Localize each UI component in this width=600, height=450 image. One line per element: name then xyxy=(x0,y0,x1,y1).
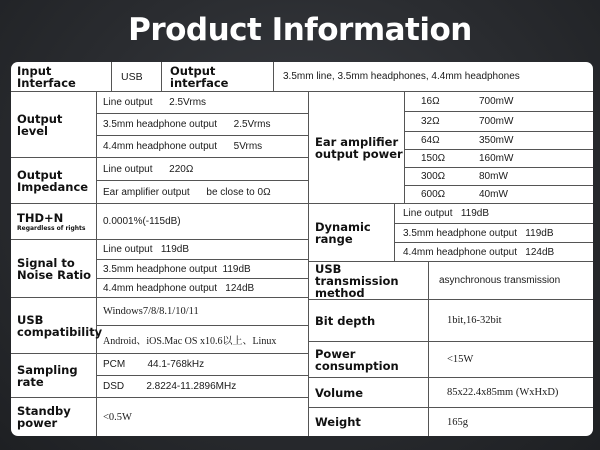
power-row xyxy=(405,112,593,132)
snr-label: Signal to Noise Ratio xyxy=(11,240,97,298)
sampling-rate-pcm: PCM 44.1-768kHz xyxy=(97,354,309,376)
ear-amp-power-label: Ear amplifier output power xyxy=(309,92,405,204)
usb-transmission-label: USB transmission method xyxy=(309,262,429,300)
output-level-44mm: 4.4mm headphone output 5Vrms xyxy=(97,136,309,158)
dynamic-range-label: Dynamic range xyxy=(309,204,395,262)
power-row xyxy=(405,132,593,150)
dynamic-range-line: Line output 119dB xyxy=(395,204,593,224)
spec-table xyxy=(11,62,593,436)
input-interface-label: Input Interface xyxy=(11,62,112,92)
power-ohm: 32Ω xyxy=(421,116,440,127)
volume-label: Volume xyxy=(309,378,429,408)
bit-depth-value: 1bit,16-32bit xyxy=(429,300,593,342)
power-mw: 80mW xyxy=(479,171,508,182)
standby-power-label: Standby power xyxy=(11,398,97,436)
thd-label: THD+N xyxy=(17,210,64,225)
power-ohm: 300Ω xyxy=(421,171,446,182)
snr-35mm: 3.5mm headphone output 119dB xyxy=(97,260,309,279)
standby-power-value: <0.5W xyxy=(97,398,309,436)
output-level-line: Line output 2.5Vrms xyxy=(97,92,309,114)
power-ohm: 64Ω xyxy=(421,135,440,146)
usb-transmission-value: asynchronous transmission xyxy=(429,262,593,300)
dynamic-range-44mm: 4.4mm headphone output 124dB xyxy=(395,243,593,262)
page-title: Product Information xyxy=(128,12,472,48)
output-level-label: Output level xyxy=(11,92,97,158)
thd-sublabel: Regardless of rights xyxy=(17,224,86,232)
power-row xyxy=(405,186,593,204)
power-mw: 160mW xyxy=(479,153,514,164)
output-impedance-label: Output Impedance xyxy=(11,158,97,204)
sampling-rate-dsd: DSD 2.8224-11.2896MHz xyxy=(97,376,309,398)
power-ohm: 16Ω xyxy=(421,96,440,107)
snr-line: Line output 119dB xyxy=(97,240,309,260)
power-row xyxy=(405,168,593,186)
power-ohm: 600Ω xyxy=(421,189,446,200)
power-mw: 350mW xyxy=(479,135,514,146)
volume-value: 85x22.4x85mm (WxHxD) xyxy=(429,378,593,408)
impedance-ear-amp: Ear amplifier output be close to 0Ω xyxy=(97,181,309,204)
power-mw: 40mW xyxy=(479,189,508,200)
usb-compat-windows: Windows7/8/8.1/10/11 xyxy=(97,298,309,326)
output-interface-value: 3.5mm line, 3.5mm headphones, 4.4mm headphones xyxy=(274,62,593,92)
power-mw: 700mW xyxy=(479,96,514,107)
power-mw: 700mW xyxy=(479,116,514,127)
thd-value: 0.0001%(-115dB) xyxy=(97,204,309,240)
weight-label: Weight xyxy=(309,408,429,436)
power-consumption-value: <15W xyxy=(429,342,593,378)
sampling-rate-label: Sampling rate xyxy=(11,354,97,398)
snr-44mm: 4.4mm headphone output 124dB xyxy=(97,279,309,298)
dynamic-range-35mm: 3.5mm headphone output 119dB xyxy=(395,224,593,243)
power-row xyxy=(405,92,593,112)
power-row xyxy=(405,150,593,168)
bit-depth-label: Bit depth xyxy=(309,300,429,342)
output-interface-label: Output interface xyxy=(162,62,274,92)
weight-value: 165g xyxy=(447,416,468,428)
input-interface-value: USB xyxy=(112,62,162,92)
power-ohm: 150Ω xyxy=(421,153,446,164)
usb-compat-label: USB compatibility xyxy=(11,298,97,354)
thd-label-cell xyxy=(11,204,97,240)
impedance-line: Line output 220Ω xyxy=(97,158,309,181)
usb-compat-others: Android、iOS.Mac OS x10.6以上、Linux xyxy=(97,326,309,354)
output-level-35mm: 3.5mm headphone output 2.5Vrms xyxy=(97,114,309,136)
power-consumption-label: Power consumption xyxy=(309,342,429,378)
